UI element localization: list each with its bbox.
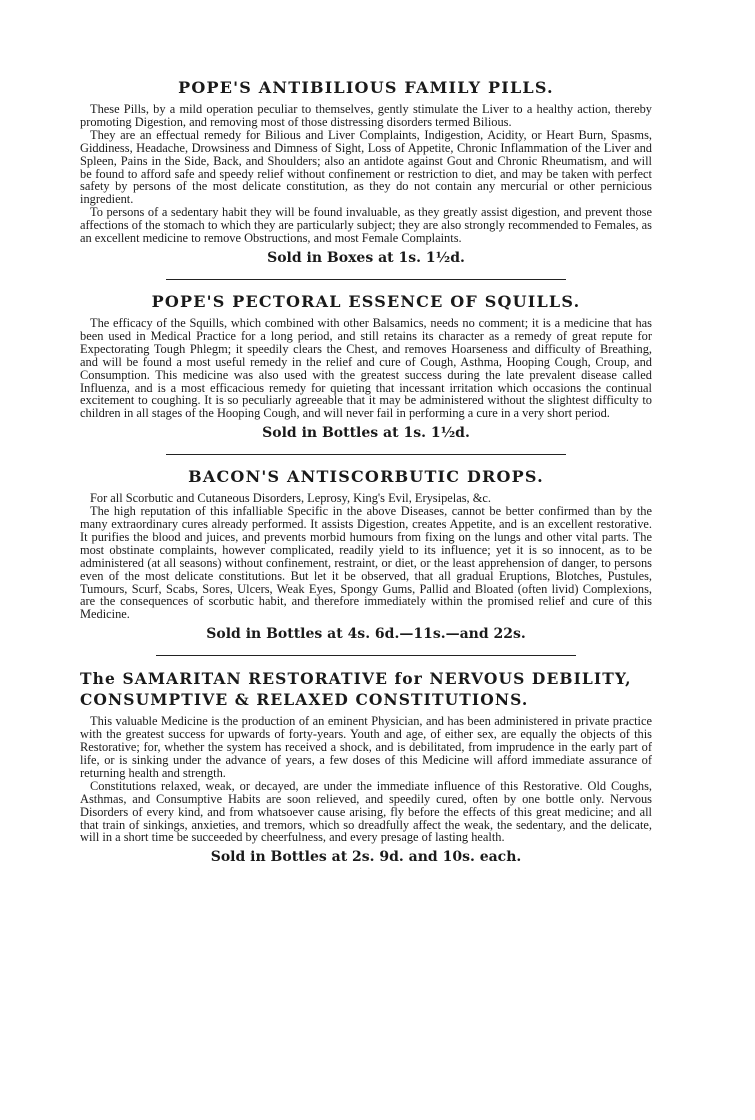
ad-paragraph: This valuable Medicine is the production of an eminent Physician, and has been administered in private practice with the greatest success for upwards of forty-years. Youth and age, of either sex, are equally the objects of this Restorative; for, whether the system has received a shock, and is debilitated, from imprudence in the early part of life, or is sinking under the advance of years, a few doses of this Medicine will afford immediate assurance of returning health and strength. — [80, 714, 652, 780]
ad-paragraph: For all Scorbutic and Cutaneous Disorders, Leprosy, King's Evil, Erysipelas, &c. — [90, 491, 491, 506]
ad-paragraph: The efficacy of the Squills, which combined with other Balsamics, needs no comment; it is a medicine that has been used in Medical Practice for a long period, and still retains its character as a remedy of great repute for Expectorating Tough Phlegm; it speedily clears the Chest, and removes Hoarseness and difficulty of Breathing, and will be found a most useful remedy in the relief and cure of Cough, Asthma, Hooping Cough, Croup, and Consumption. This medicine was also used with the greatest success during the late prevalent disease called Influenza, and is a most efficacious remedy for quieting that incessant irritation which occasions the continual excitement to coughing. It is so peculiarly agreeable that it may be administered without the slightest difficulty to children in all stages of the Hooping Cough, and will never fail in performing a cure in a very short period. — [80, 315, 652, 421]
ad-essence-of-squills — [80, 292, 652, 442]
ad-antiscorbutic-drops — [80, 467, 652, 643]
ad-title: The SAMARITAN RESTORATIVE for NERVOUS DEBILITY, CONSUMPTIVE & RELAXED CONSTITUTIONS. — [80, 669, 632, 710]
divider-rule — [166, 279, 566, 280]
ad-paragraph: To persons of a sedentary habit they will be found invaluable, as they greatly assist digestion, and prevent those affections of the stomach to which they are particularly subject; they are also strongly recommended to Females, as an excellent medicine to remove Obstructions, and most Female Complaints. — [80, 205, 652, 246]
advertisement-page — [80, 78, 652, 866]
ad-paragraph: They are an effectual remedy for Bilious and Liver Complaints, Indigestion, Acidity, or Heart Burn, Spasms, Giddiness, Headache, Drowsiness and Dimness of Sight, Loss of Appetite, Chronic Inflammation of the Liver and Spleen, Pains in the Side, Back, and Shoulders; also an antidote against Gout and Chronic Rheumatism, and will be found to afford safe and speedy relief without confinement or restriction to diet, and may be taken with perfect safety by persons of the most delicate constitution, as they do not contain any mercurial or other pernicious ingredient. — [80, 127, 652, 207]
ad-samaritan-restorative — [80, 668, 652, 866]
ad-title: POPE'S PECTORAL ESSENCE OF SQUILLS. — [151, 291, 581, 311]
ad-title: BACON'S ANTISCORBUTIC DROPS. — [188, 467, 544, 487]
divider-rule — [156, 655, 576, 656]
ad-paragraph: Constitutions relaxed, weak, or decayed, are under the immediate influence of this Restorative. Old Coughs, Asthmas, and Consumptive Habits are soon relieved, and speedily cured, often by one bottle only. Nervous Disorders of every kind, and from whatsoever cause arising, fly before the effects of this great medicine; and all that train of sinkings, anxieties, and tremors, which so dreadfully affect the weak, the sedentary, and the delicate, will in a short time be succeeded by cheerfulness, and every presage of lasting health. — [80, 778, 652, 845]
price-line: Sold in Bottles at 1s. 1½d. — [262, 425, 470, 442]
ad-paragraph: These Pills, by a mild operation peculiar to themselves, gently stimulate the Liver to a healthy action, thereby promoting Digestion, and removing most of those distressing disorders termed Bilious. — [80, 102, 652, 129]
ad-paragraph: The high reputation of this infalliable Specific in the above Diseases, cannot be better confirmed than by the many extraordinary cures already performed. It assists Digestion, creates Appetite, and is an excellent restorative. It purifies the blood and juices, and prevents morbid humours from fixing on the lungs and other vital parts. The most obstinate complaints, however complicated, readily yield to its influence; yet it is so innocent, as to be administered (at all seasons) without confinement, restraint, or diet, or the least apprehension of danger, to persons even of the most delicate constitutions. But let it be observed, that all gradual Eruptions, Blotches, Pustules, Tumours, Scurf, Scabs, Sores, Ulcers, Weak Eyes, Spongy Gums, Pallid and Bloated (often livid) Complexions, are the consequences of scorbutic habit, and therefore immediately within the promised relief and cure of this Medicine. — [80, 504, 652, 622]
price-line: Sold in Boxes at 1s. 1½d. — [267, 249, 465, 266]
price-line: Sold in Bottles at 2s. 9d. and 10s. each. — [210, 849, 522, 866]
ad-title: POPE'S ANTIBILIOUS FAMILY PILLS. — [178, 78, 554, 97]
ad-antibilious-pills — [80, 78, 652, 267]
divider-rule — [166, 454, 566, 455]
price-line: Sold in Bottles at 4s. 6d.—11s.—and 22s. — [206, 626, 526, 643]
